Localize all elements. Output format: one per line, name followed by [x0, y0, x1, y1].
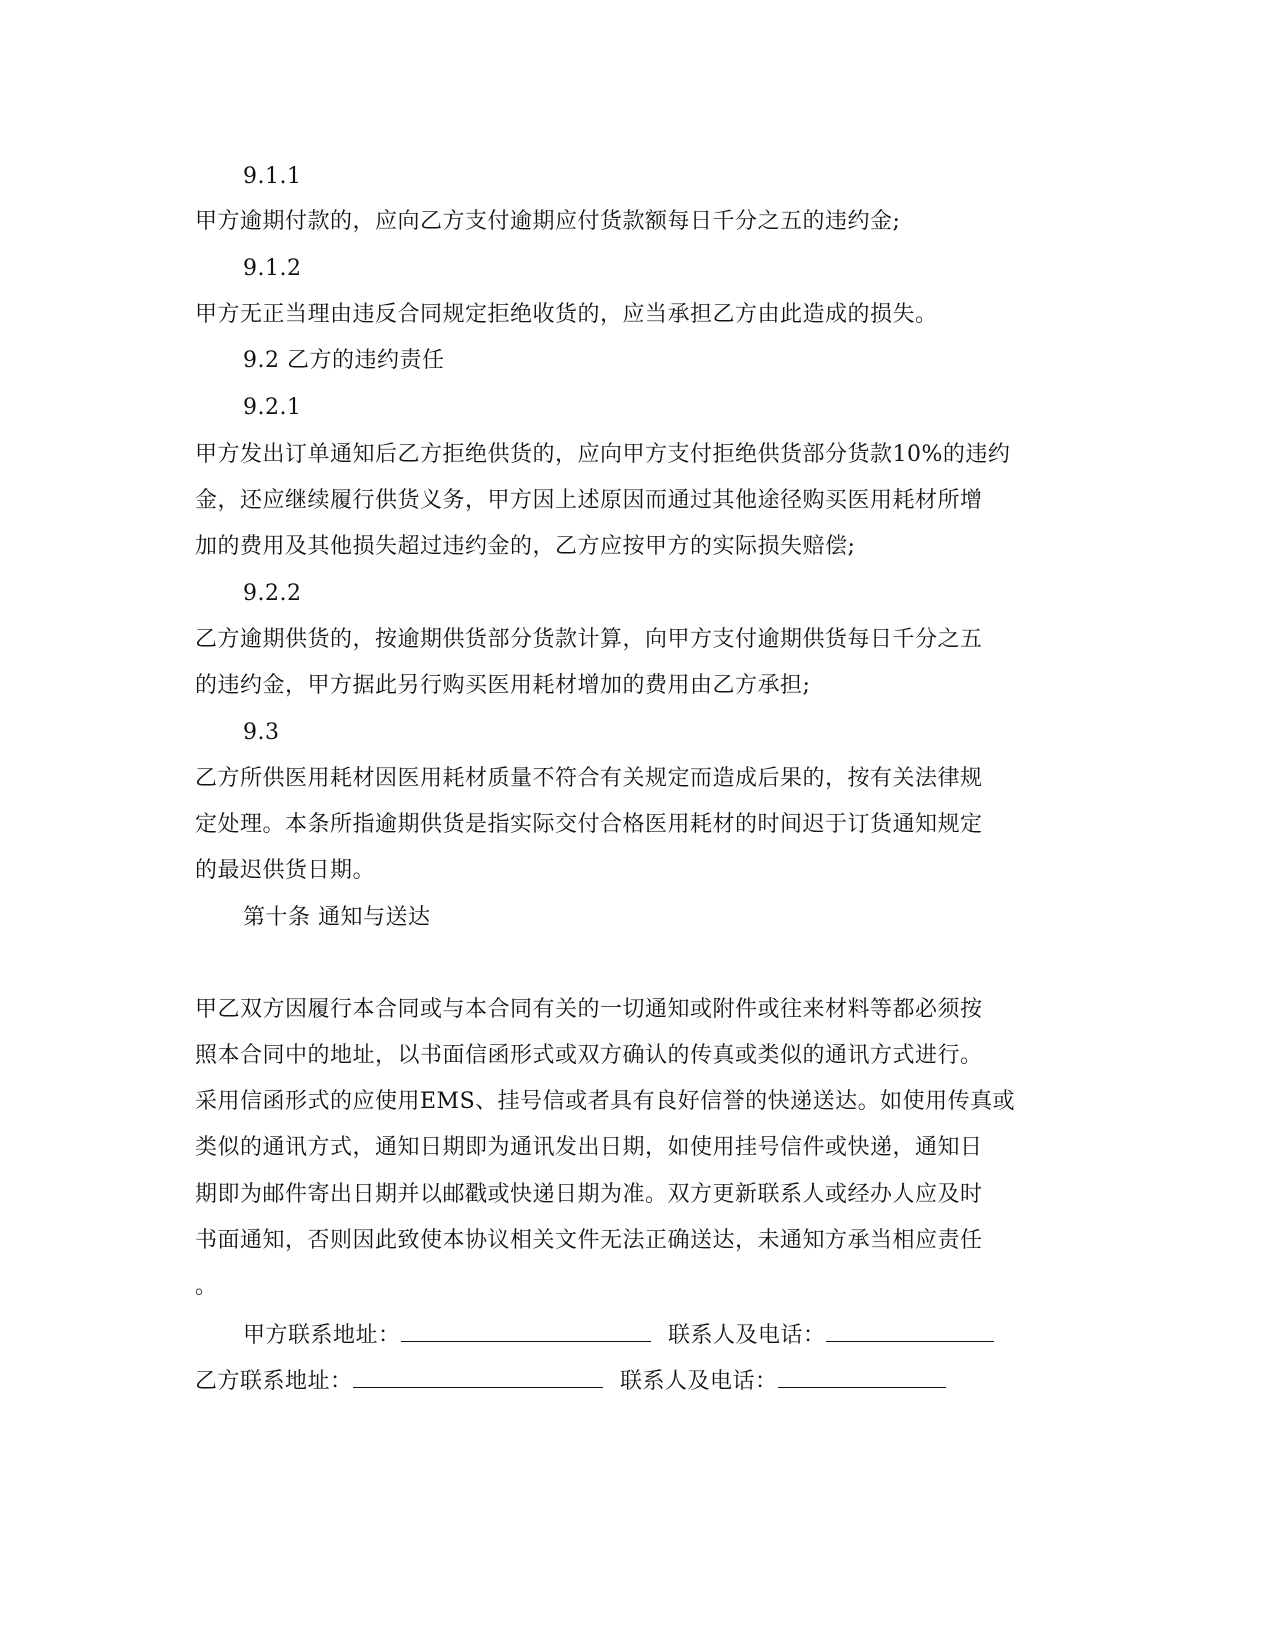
party-a-address	[243, 1319, 661, 1351]
party-b-contact	[620, 1365, 956, 1397]
party-b-address-label: 乙方联系地址：	[195, 1369, 353, 1394]
paragraph-line: 类似的通讯方式，通知日期即为通讯发出日期，如使用挂号信件或快递，通知日	[195, 1135, 983, 1160]
party-a-contact	[668, 1319, 1004, 1351]
party-b-contact-label: 联系人及电话：	[620, 1369, 778, 1394]
party-b-contact-blank[interactable]	[778, 1365, 946, 1388]
paragraph-line: 。	[195, 1274, 218, 1299]
party-a-contact-label: 联系人及电话：	[668, 1323, 826, 1348]
paragraph-line: 采用信函形式的应使用EMS、挂号信或者具有良好信誉的快递送达。如使用传真或	[195, 1089, 1016, 1114]
paragraph-line: 期即为邮件寄出日期并以邮戳或快递日期为准。双方更新联系人或经办人应及时	[195, 1182, 983, 1207]
party-a-contact-blank[interactable]	[826, 1319, 994, 1342]
paragraph-line: 甲方发出订单通知后乙方拒绝供货的，应向甲方支付拒绝供货部分货款10%的违约	[195, 442, 1011, 467]
paragraph-line: 甲方逾期付款的，应向乙方支付逾期应付货款额每日千分之五的违约金;	[195, 209, 901, 234]
paragraph-line: 加的费用及其他损失超过违约金的，乙方应按甲方的实际损失赔偿;	[195, 534, 856, 559]
paragraph-line: 的最迟供货日期。	[195, 858, 376, 883]
party-b-contact-row	[195, 1365, 956, 1397]
paragraph-line: 甲乙双方因履行本合同或与本合同有关的一切通知或附件或往来材料等都必须按	[195, 997, 983, 1022]
clause-number: 9.2.1	[243, 395, 302, 420]
clause-heading: 9.2 乙方的违约责任	[243, 348, 445, 373]
clause-number: 9.1.2	[243, 256, 302, 281]
paragraph-line: 的违约金，甲方据此另行购买医用耗材增加的费用由乙方承担;	[195, 673, 811, 698]
party-b-address	[195, 1365, 613, 1397]
party-a-address-blank[interactable]	[401, 1319, 651, 1342]
paragraph-line: 乙方逾期供货的，按逾期供货部分货款计算，向甲方支付逾期供货每日千分之五	[195, 627, 983, 652]
clause-number: 9.3	[243, 720, 280, 745]
party-a-contact-row	[243, 1319, 1004, 1351]
paragraph-line: 定处理。本条所指逾期供货是指实际交付合格医用耗材的时间迟于订货通知规定	[195, 812, 983, 837]
paragraph-line: 乙方所供医用耗材因医用耗材质量不符合有关规定而造成后果的，按有关法律规	[195, 766, 983, 791]
clause-number: 9.2.2	[243, 581, 302, 606]
party-b-address-blank[interactable]	[353, 1365, 603, 1388]
paragraph-line: 书面通知，否则因此致使本协议相关文件无法正确送达，未通知方承当相应责任	[195, 1228, 983, 1253]
paragraph-line: 金，还应继续履行供货义务，甲方因上述原因而通过其他途径购买医用耗材所增	[195, 488, 983, 513]
clause-number: 9.1.1	[243, 164, 302, 189]
paragraph-line: 照本合同中的地址，以书面信函形式或双方确认的传真或类似的通讯方式进行。	[195, 1043, 983, 1068]
article-heading: 第十条 通知与送达	[243, 905, 431, 930]
party-a-address-label: 甲方联系地址：	[243, 1323, 401, 1348]
paragraph-line: 甲方无正当理由违反合同规定拒绝收货的，应当承担乙方由此造成的损失。	[195, 302, 938, 327]
